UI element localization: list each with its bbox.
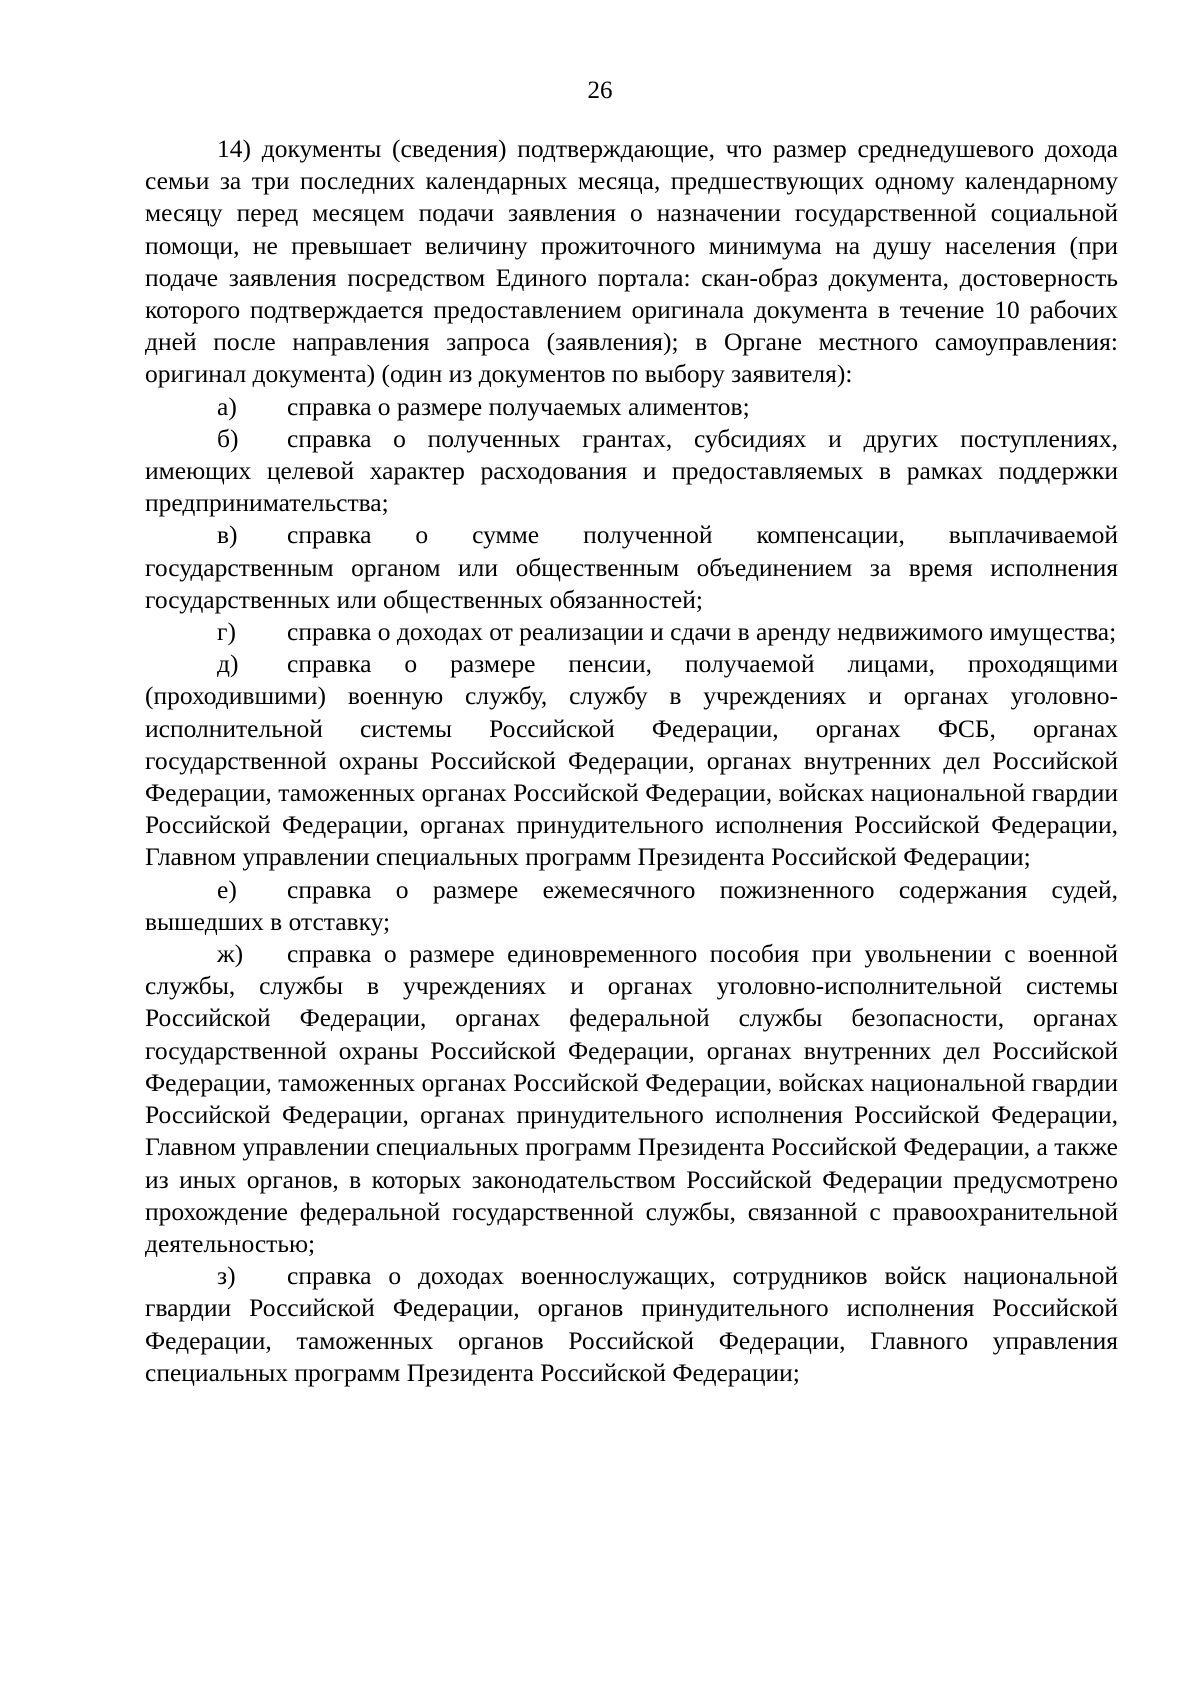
list-item-text: справка о доходах от реализации и сдачи в аренду недвижимого имущества; — [287, 617, 1117, 647]
list-item — [145, 648, 1118, 873]
list-item-text: справка о размере пенсии, получаемой лицами, проходящими (проходившими) военную службу, службу в учреждениях и органах уголовно-исполнительной системы Российской Федерации, органах ФСБ, органах государственной охраны Российской Федерации, органах внутренних дел Российской Федерации, таможенных органах Российской Федерации, войсках национальной гвардии Российской Федерации, органах принудительного исполнения Российской Федерации, Главном управлении специальных программ Президента Российской Федерации; — [145, 649, 1118, 872]
list-item-marker: ж) — [217, 939, 244, 969]
list-item-text: справка о доходах военнослужащих, сотрудников войск национальной гвардии Российской Федерации, органов принудительного исполнения Российской Федерации, таможенных органов Российской Федерации, Главного управления специальных программ Президента Российской Федерации; — [145, 1261, 1118, 1387]
list-item — [145, 874, 1118, 938]
list-item-marker: б) — [217, 423, 239, 453]
list-item-marker: а) — [217, 391, 237, 421]
page-number: 26 — [587, 77, 613, 104]
list-item — [145, 938, 1118, 1260]
list-item-text: справка о сумме полученной компенсации, выплачиваемой государственным органом или общественным объединением за время исполнения государственных или общественных обязанностей; — [145, 520, 1118, 614]
list-item-marker: г) — [217, 617, 236, 647]
list-item — [145, 616, 1118, 648]
list-item — [145, 423, 1118, 520]
list-item-marker: з) — [217, 1261, 236, 1291]
list-item — [145, 391, 1118, 423]
list-item-text: справка о размере получаемых алиментов; — [287, 391, 750, 421]
intro-paragraph: 14) документы (сведения) подтверждающие, что размер среднедушевого дохода семьи за три последних календарных месяца, предшествующих одному календарному месяцу перед месяцем подачи заявления о назначении государственной социальной помощи, не превышает величину прожиточного минимума на душу населения (при подаче заявления посредством Единого портала: скан-образ документа, достоверность которого подтверждается предоставлением оригинала документа в течение 10 рабочих дней после направления запроса (заявления); в Органе местного самоуправления: оригинал документа) (один из документов по выбору заявителя): — [145, 134, 1118, 389]
document-body — [145, 133, 1118, 1389]
list-item-marker: е) — [217, 874, 237, 904]
list-item — [145, 519, 1118, 616]
list-item-text: справка о размере ежемесячного пожизненного содержания судей, вышедших в отставку; — [145, 874, 1118, 936]
list-item — [145, 1260, 1118, 1389]
list-item-marker: д) — [217, 649, 239, 679]
list-item-marker: в) — [217, 520, 238, 550]
list-item-text: справка о размере единовременного пособия при увольнении с военной службы, службы в учреждениях и органах уголовно-исполнительной системы Российской Федерации, органах федеральной службы безопасности, органах государственной охраны Российской Федерации, органах внутренних дел Российской Федерации, таможенных органах Российской Федерации, войсках национальной гвардии Российской Федерации, органах принудительного исполнения Российской Федерации, Главном управлении специальных программ Президента Российской Федерации, а также из иных органов, в которых законодательством Российской Федерации предусмотрено прохождение федеральной государственной службы, связанной с правоохранительной деятельностью; — [145, 939, 1118, 1258]
list-item-text: справка о полученных грантах, субсидиях и других поступлениях, имеющих целевой характер расходования и предоставляемых в рамках поддержки предпринимательства; — [145, 423, 1118, 518]
